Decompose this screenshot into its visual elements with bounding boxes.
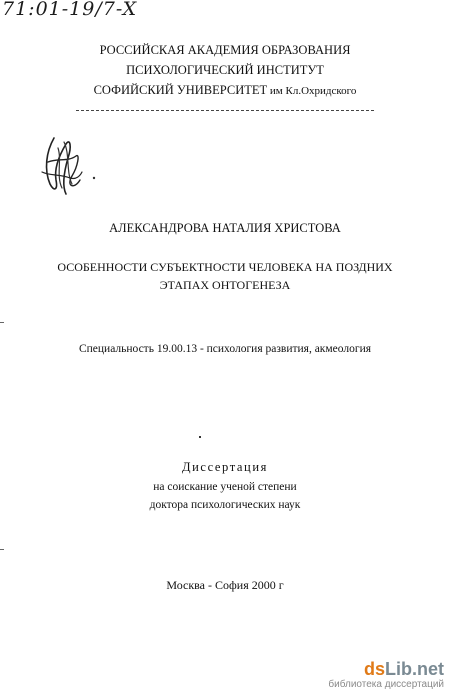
watermark-subtitle: библиотека диссертаций <box>328 679 444 690</box>
degree-line-2: доктора психологических наук <box>149 499 301 511</box>
watermark <box>328 659 444 691</box>
scan-speck <box>199 436 201 438</box>
watermark-logo-net: .net <box>411 659 444 679</box>
header-divider <box>76 110 374 111</box>
catalog-number: 71:01-19/7-X <box>2 0 138 20</box>
document-type: Диссертация <box>182 460 268 474</box>
header-university <box>0 81 450 100</box>
title-line-2: ЭТАПАХ ОНТОГЕНЕЗА <box>159 278 291 292</box>
author-name: АЛЕКСАНДРОВА НАТАЛИЯ ХРИСТОВА <box>109 221 341 235</box>
watermark-logo-ds: ds <box>363 659 385 679</box>
watermark-logo-lib: Lib <box>384 659 412 679</box>
degree-line-1: на соискание ученой степени <box>153 481 297 493</box>
specialty-line: Специальность 19.00.13 - психология развития, акмеология <box>78 343 372 355</box>
margin-mark <box>0 322 4 323</box>
header-university-tail: им Кл.Охридского <box>267 85 357 97</box>
title-line-1: ОСОБЕННОСТИ СУБЪЕКТНОСТИ ЧЕЛОВЕКА НА ПОЗДНИХ <box>57 260 393 274</box>
city-year: Москва - София 2000 г <box>166 578 284 592</box>
margin-mark <box>0 549 4 550</box>
header-institute: ПСИХОЛОГИЧЕСКИЙ ИНСТИТУТ <box>126 63 324 77</box>
header-academy: РОССИЙСКАЯ АКАДЕМИЯ ОБРАЗОВАНИЯ <box>99 43 351 57</box>
watermark-logo <box>328 659 444 679</box>
header-university-name: СОФИЙСКИЙ УНИВЕРСИТЕТ <box>93 83 268 97</box>
signature-image <box>36 132 116 202</box>
